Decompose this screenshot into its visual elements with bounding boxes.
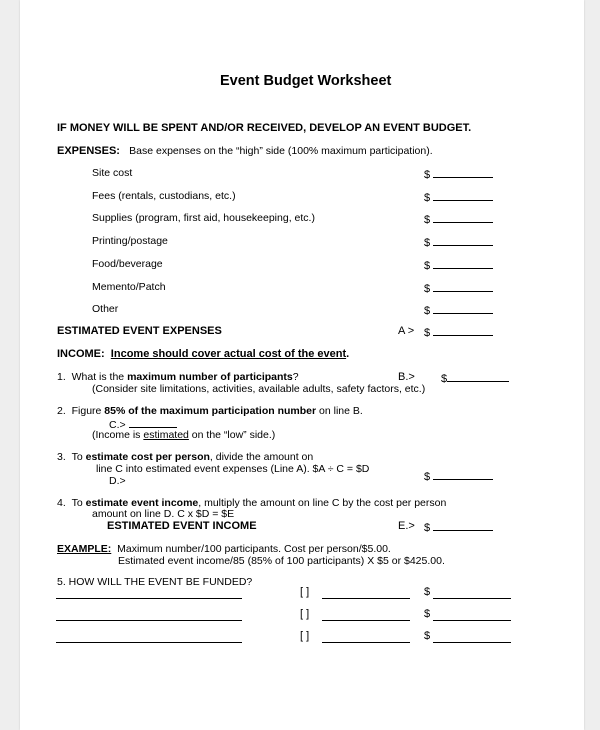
currency-sign: $: [424, 237, 431, 249]
expense-item-supplies: Supplies (program, first aid, housekeeping, etc.): [92, 212, 315, 224]
other-amount[interactable]: [424, 303, 493, 317]
page-title: Event Budget Worksheet: [220, 73, 392, 89]
funding-detail-line-1[interactable]: [322, 598, 410, 599]
printing-amount[interactable]: [424, 235, 493, 249]
income-heading: [57, 348, 349, 360]
line-d-amount[interactable]: [424, 469, 493, 483]
expense-item-printing: Printing/postage: [92, 235, 168, 247]
step-text: Figure: [71, 405, 102, 417]
site-cost-amount[interactable]: [424, 167, 493, 181]
step-4-line2: amount on line D. C x $D = $E: [92, 508, 235, 520]
intro-heading: IF MONEY WILL BE SPENT AND/OR RECEIVED, DEVELOP AN EVENT BUDGET.: [57, 122, 472, 134]
expense-item-other: Other: [92, 303, 119, 315]
amount-blank[interactable]: [433, 325, 493, 336]
amount-blank[interactable]: [433, 235, 493, 246]
step-1-note: (Consider site limitations, activities, available adults, safety factors, etc.): [92, 383, 426, 395]
currency-sign: $: [424, 214, 431, 226]
expenses-note: Base expenses on the “high” side (100% maximum participation).: [129, 145, 433, 157]
step-bold-text: estimate event income: [85, 497, 199, 509]
step-2-note: [92, 429, 275, 441]
income-note: Income should cover actual cost of the event: [110, 348, 347, 360]
step-text: , divide the amount on: [209, 451, 314, 463]
step-text: To: [71, 451, 83, 463]
line-e-marker: E.>: [398, 520, 415, 532]
food-amount[interactable]: [424, 258, 493, 272]
step-number: 2.: [57, 405, 66, 417]
fees-amount[interactable]: [424, 190, 493, 204]
step-text: ?: [292, 371, 299, 383]
step-text: To: [71, 497, 83, 509]
amount-blank[interactable]: [433, 167, 493, 178]
amount-blank[interactable]: [433, 520, 493, 531]
income-label: INCOME:: [57, 348, 105, 360]
funding-checkbox-1[interactable]: [ ]: [300, 586, 310, 598]
example-line-2: Estimated event income/85 (85% of 100 participants) X $5 or $425.00.: [118, 555, 445, 567]
expense-item-fees: Fees (rentals, custodians, etc.): [92, 190, 236, 202]
funding-currency-3: $: [424, 630, 431, 642]
step-number: 3.: [57, 451, 66, 463]
step-bold-text: maximum number of participants: [127, 371, 293, 383]
supplies-amount[interactable]: [424, 212, 493, 226]
income-period: .: [346, 348, 350, 360]
funding-source-line-1[interactable]: [56, 598, 242, 599]
expense-item-food: Food/beverage: [92, 258, 163, 270]
currency-sign: $: [424, 283, 431, 295]
expenses-label: EXPENSES:: [57, 145, 120, 157]
currency-sign: $: [424, 169, 431, 181]
funding-detail-line-2[interactable]: [322, 620, 410, 621]
step-number: 1.: [57, 371, 66, 383]
line-b-amount[interactable]: [441, 371, 509, 385]
line-d-marker: D.>: [109, 475, 126, 487]
expense-item-memento: Memento/Patch: [92, 281, 166, 293]
line-a-marker: A >: [398, 325, 415, 337]
step-number: 4.: [57, 497, 66, 509]
line-c-blank[interactable]: [129, 417, 177, 428]
note-text: on the “low” side.): [188, 429, 276, 441]
funding-currency-1: $: [424, 586, 431, 598]
expense-item-site-cost: Site cost: [92, 167, 133, 179]
step-text: , multiply the amount on line C by the cost per person: [198, 497, 447, 509]
example-label: EXAMPLE:: [57, 543, 112, 555]
funding-checkbox-3[interactable]: [ ]: [300, 630, 310, 642]
note-text: (Income is: [92, 429, 144, 441]
memento-amount[interactable]: [424, 281, 493, 295]
step-3: [57, 451, 313, 463]
step-text: on line B.: [319, 405, 363, 417]
amount-blank[interactable]: [433, 469, 493, 480]
amount-blank[interactable]: [433, 281, 493, 292]
step-1: [57, 371, 299, 383]
example-line-1: [57, 543, 391, 555]
funding-source-line-3[interactable]: [56, 642, 242, 643]
amount-blank[interactable]: [433, 190, 493, 201]
step-2: [57, 405, 363, 417]
note-underlined: estimated: [143, 429, 189, 441]
step-text: What is the: [71, 371, 125, 383]
funding-checkbox-2[interactable]: [ ]: [300, 608, 310, 620]
funding-amount-line-2[interactable]: [433, 620, 511, 621]
currency-sign: $: [424, 260, 431, 272]
example-text: Maximum number/100 participants. Cost per person/$5.00.: [117, 543, 391, 555]
funding-source-line-2[interactable]: [56, 620, 242, 621]
step-bold-text: estimate cost per person: [85, 451, 210, 463]
amount-blank[interactable]: [433, 212, 493, 223]
funding-amount-line-3[interactable]: [433, 642, 511, 643]
step-bold-text: 85% of the maximum participation number: [104, 405, 317, 417]
funding-amount-line-1[interactable]: [433, 598, 511, 599]
line-b-marker: B.>: [398, 371, 415, 383]
funding-detail-line-3[interactable]: [322, 642, 410, 643]
currency-sign: $: [424, 327, 431, 339]
estimated-expenses-amount[interactable]: [424, 325, 493, 339]
estimated-expenses-label: ESTIMATED EVENT EXPENSES: [57, 325, 222, 337]
expenses-heading: [57, 145, 433, 157]
currency-sign: $: [424, 305, 431, 317]
amount-blank[interactable]: [447, 371, 509, 382]
worksheet-page: [20, 0, 584, 730]
step-3-line2: line C into estimated event expenses (Line A). $A ÷ C = $D: [96, 463, 370, 475]
currency-sign: $: [424, 522, 431, 534]
funding-currency-2: $: [424, 608, 431, 620]
amount-blank[interactable]: [433, 258, 493, 269]
estimated-income-amount[interactable]: [424, 520, 493, 534]
currency-sign: $: [424, 471, 431, 483]
currency-sign: $: [424, 192, 431, 204]
amount-blank[interactable]: [433, 303, 493, 314]
funding-question: 5. HOW WILL THE EVENT BE FUNDED?: [57, 576, 253, 588]
currency-sign: $: [441, 373, 448, 385]
marker-text: C.>: [109, 419, 126, 431]
estimated-income-label: ESTIMATED EVENT INCOME: [107, 520, 257, 532]
